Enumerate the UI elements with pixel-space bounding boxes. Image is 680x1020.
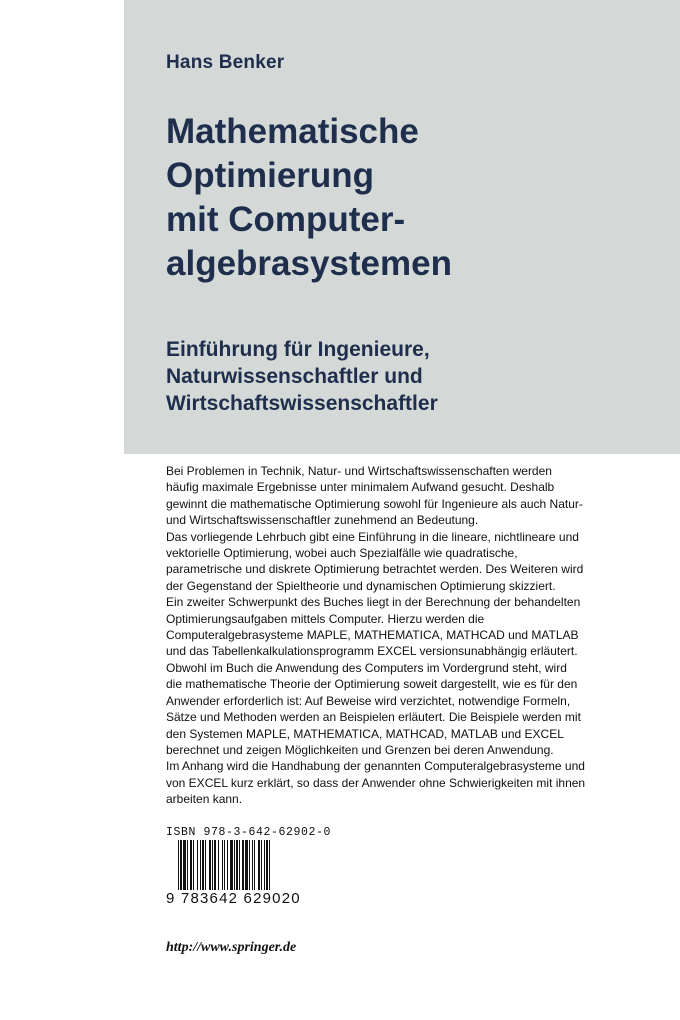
book-subtitle bbox=[166, 336, 438, 417]
blurb-paragraph: Im Anhang wird die Handhabung der genannten Computeralgebrasysteme und von EXCEL kurz erklärt, so dass der Anwender ohne Schwierigkeiten mit ihnen arbeiten kann. bbox=[166, 759, 586, 807]
barcode-icon bbox=[166, 840, 326, 896]
blurb-paragraph: Ein zweiter Schwerpunkt des Buches liegt in der Berechnung der behandelten Optimierungsaufgaben mittels Computer. Hierzu werden die Computeralgebrasysteme MAPLE, MATHEMATICA, MATHCAD und MATLAB und das Tabellenkalkulationsprogramm EXCEL versionsunabhängig erläutert. bbox=[166, 595, 581, 659]
blurb-paragraph: Das vorliegende Lehrbuch gibt eine Einführung in die lineare, nichtlineare und vektorielle Optimierung, wobei auch Spezialfälle wie quadratische, parametrische und diskrete Optimierung betrachtet werden. Des Weiteren wird der Gegenstand der Spieltheorie und dynamischen Optimierung skizziert. bbox=[166, 529, 584, 593]
blurb-paragraph: Bei Problemen in Technik, Natur- und Wirtschaftswissenschaften werden häufig maximale Ergebnisse unter minimalem Aufwand gesucht. Deshalb gewinnt die mathematische Optimierung sowohl für Ingenieure als auch Natur- und Wirtschaftswissenschaftler zunehmend an Bedeutung. bbox=[166, 464, 583, 528]
isbn-barcode bbox=[166, 826, 333, 908]
publisher-url[interactable]: http://www.springer.de bbox=[166, 940, 297, 955]
subtitle-line: Wirtschaftswissenschaftler bbox=[166, 392, 438, 415]
subtitle-line: Einführung für Ingenieure, bbox=[166, 338, 430, 361]
title-line: Mathematische bbox=[166, 112, 419, 151]
blurb-paragraph: Obwohl im Buch die Anwendung des Computers im Vordergrund steht, wird die mathematische Theorie der Optimierung soweit dargestellt, wie es für den Anwender erforderlich ist: Auf Beweise wird verzichtet, notwendige Formeln, Sätze und Methoden werden an Beispielen erläutert. Die Beispiele werden mit den Systemen MAPLE, MATHEMATICA, MATHCAD, MATLAB und EXCEL berechnet und zeigen Möglichkeiten und Grenzen bei deren Anwendung. bbox=[166, 660, 581, 757]
subtitle-line: Naturwissenschaftler und bbox=[166, 365, 423, 388]
ean-number: 9 783642 629020 bbox=[166, 890, 326, 907]
title-line: algebrasystemen bbox=[166, 244, 452, 283]
isbn-label: ISBN 978-3-642-62902-0 bbox=[166, 826, 332, 839]
author-name: Hans Benker bbox=[166, 52, 285, 73]
back-cover-blurb bbox=[166, 463, 586, 808]
book-title bbox=[166, 110, 452, 286]
title-line: mit Computer- bbox=[166, 200, 406, 239]
title-line: Optimierung bbox=[166, 156, 375, 195]
